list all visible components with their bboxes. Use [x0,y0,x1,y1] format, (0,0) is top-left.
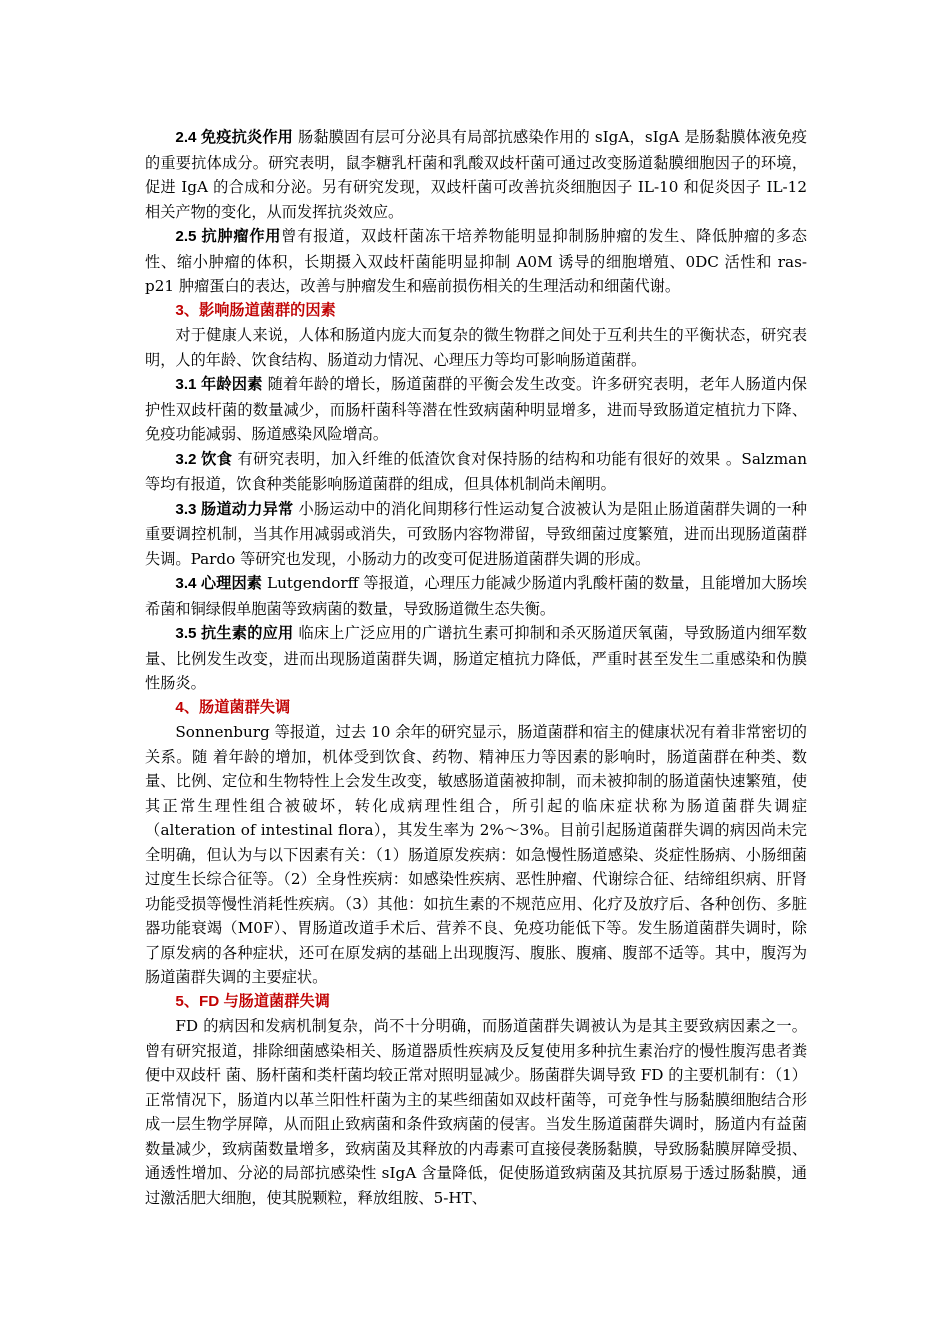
section-heading-3: 3、影响肠道菌群的因素 [175,301,336,319]
subheading-3-3: 3.3 肠道动力异常 [175,500,294,518]
section-heading-5: 5、FD 与肠道菌群失调 [175,992,330,1010]
paragraph-text: Lutgendorff 等报道，心理压力能减少肠道内乳酸杆菌的数量，且能增加大肠埃希菌和铜绿假单胞菌等致病菌的数量，导致肠道微生态失衡。 [145,574,807,618]
paragraph-text: 临床上广泛应用的广谱抗生素可抑制和杀灭肠道厌氧菌，导致肠道内细军数量、比例发生改变，进而出现肠道菌群失调，肠道定植抗力降低，严重时甚至发生二重感染和伪膜性肠炎。 [145,624,807,692]
paragraph-text: 随着年龄的增长，肠道菌群的平衡会发生改变。许多研究表明，老年人肠道内保护性双歧杆菌的数量减少，而肠杆菌科等潜在性致病菌种明显增多，进而导致肠道定植抗力下降、免疫功能减弱、肠道感染风险增高。 [145,375,807,443]
paragraph-text: 肠黏膜固有层可分泌具有局部抗感染作用的 sIgA，sIgA 是肠黏膜体液免疫的重要抗体成分。研究表明，鼠李糖乳杆菌和乳酸双歧杆菌可通过改变肠道黏膜细胞因子的环境，促进 IgA 的合成和分泌。另有研究发现，双歧杆菌可改善抗炎细胞因子 IL-10 和促炎因子 IL-12 相关产物的变化，从而发挥抗炎效应。 [145,128,807,221]
subheading-3-5: 3.5 抗生素的应用 [175,625,294,642]
subheading-2-4: 2.4 免疫抗炎作用 [175,129,294,146]
paragraph-text: 有研究表明，加入纤维的低渣饮食对保持肠的结构和功能有很好的效果 。Salzman 等均有报道，饮食种类能影响肠道菌群的组成，但具体机制尚未阐明。 [145,449,807,493]
paragraph-text: 对于健康人来说，人体和肠道内庞大而复杂的微生物群之间处于互利共生的平衡状态，研究表明，人的年龄、饮食结构、肠道动力情况、心理压力等均可影响肠道菌群。 [145,326,807,369]
paragraph-3-intro [145,323,807,372]
paragraph-2-5 [145,224,807,299]
paragraph-3-4 [145,571,807,621]
section-heading-4: 4、肠道菌群失调 [175,698,291,716]
paragraph-text: 小肠运动中的消化间期移行性运动复合波被认为是阻止肠道菌群失调的一种重要调控机制，当其作用减弱或消失，可致肠内容物滞留，导致细菌过度繁殖，进而出现肠道菌群失调。Pardo 等研究也发现，小肠动力的改变可促进肠道菌群失调的形成。 [145,499,807,568]
paragraph-3-2 [145,447,807,497]
paragraph-text: FD 的病因和发病机制复杂，尚不十分明确，而肠道菌群失调被认为是其主要致病因素之一。曾有研究报道，排除细菌感染相关、肠道器质性疾病及反复使用多种抗生素治疗的慢性腹泻患者粪便中双歧杆 菌、肠杆菌和类杆菌均较正常对照明显减少。肠菌群失调导致 FD 的主要机制有：（1）正常情况下，肠道内以革兰阳性杆菌为主的某些细菌如双歧杆菌等，可竞争性与肠黏膜细胞结合形成一层生物学屏障，从而阻止致病菌和条件致病菌的侵害。当发生肠道菌群失调时，肠道内有益菌数量减少，致病菌数量增多，致病菌及其释放的内毒素可直接侵袭肠黏膜，导致肠黏膜屏障受损、通透性增加、分泌的局部抗感染性 sIgA 含量降低，促使肠道致病菌及其抗原易于透过肠黏膜，通过激活肥大细胞，使其脱颗粒，释放组胺、5-HT、 [145,1017,807,1207]
subheading-3-1: 3.1 年龄因素 [175,376,263,393]
paragraph-2-4 [145,125,807,224]
paragraph-text: 曾有报道，双歧杆菌冻干培养物能明显抑制肠肿瘤的发生、降低肿瘤的多态性、缩小肿瘤的体积，长期摄入双歧杆菌能明显抑制 A0M 诱导的细胞增殖、0DC 活性和 ras-p21 肿瘤蛋白的表达，改善与肿瘤发生和癌前损伤相关的生理活动和细菌代谢。 [145,227,807,295]
document-body [145,125,807,1210]
paragraph-4-body [145,720,807,990]
paragraph-text: Sonnenburg 等报道，过去 10 余年的研究显示，肠道菌群和宿主的健康状况有着非常密切的关系。随 着年龄的增加，机体受到饮食、药物、精神压力等因素的影响时，肠道菌群在种类、数量、比例、定位和生物特性上会发生改变，敏感肠道菌被抑制，而未被抑制的肠道菌快速繁殖，使其正常生理性组合被破坏，转化成病理性组合，所引起的临床症状称为肠道菌群失调症（alteration of intestinal flora），其发生率为 2%～3%。目前引起肠道菌群失调的病因尚未完全明确，但认为与以下因素有关：（1）肠道原发疾病：如急慢性肠道感染、炎症性肠病、小肠细菌过度生长综合征等。（2）全身性疾病：如感染性疾病、恶性肿瘤、代谢综合征、结缔组织病、肝肾功能受损等慢性消耗性疾病。（3）其他：如抗生素的不规范应用、化疗及放疗后、各种创伤、多脏器功能衰竭（M0F）、胃肠道改道手术后、营养不良、免疫功能低下等。发生肠道菌群失调时，除了原发病的各种症状，还可在原发病的基础上出现腹泻、腹胀、腹痛、腹部不适等。其中，腹泻为肠道菌群失调的主要症状。 [145,723,807,986]
paragraph-3-5 [145,621,807,696]
paragraph-3-1 [145,372,807,447]
subheading-2-5: 2.5 抗肿瘤作用 [175,228,282,245]
paragraph-3-3 [145,497,807,572]
subheading-3-4: 3.4 心理因素 [175,575,263,592]
paragraph-5-body [145,1014,807,1210]
subheading-3-2: 3.2 饮食 [175,450,233,468]
